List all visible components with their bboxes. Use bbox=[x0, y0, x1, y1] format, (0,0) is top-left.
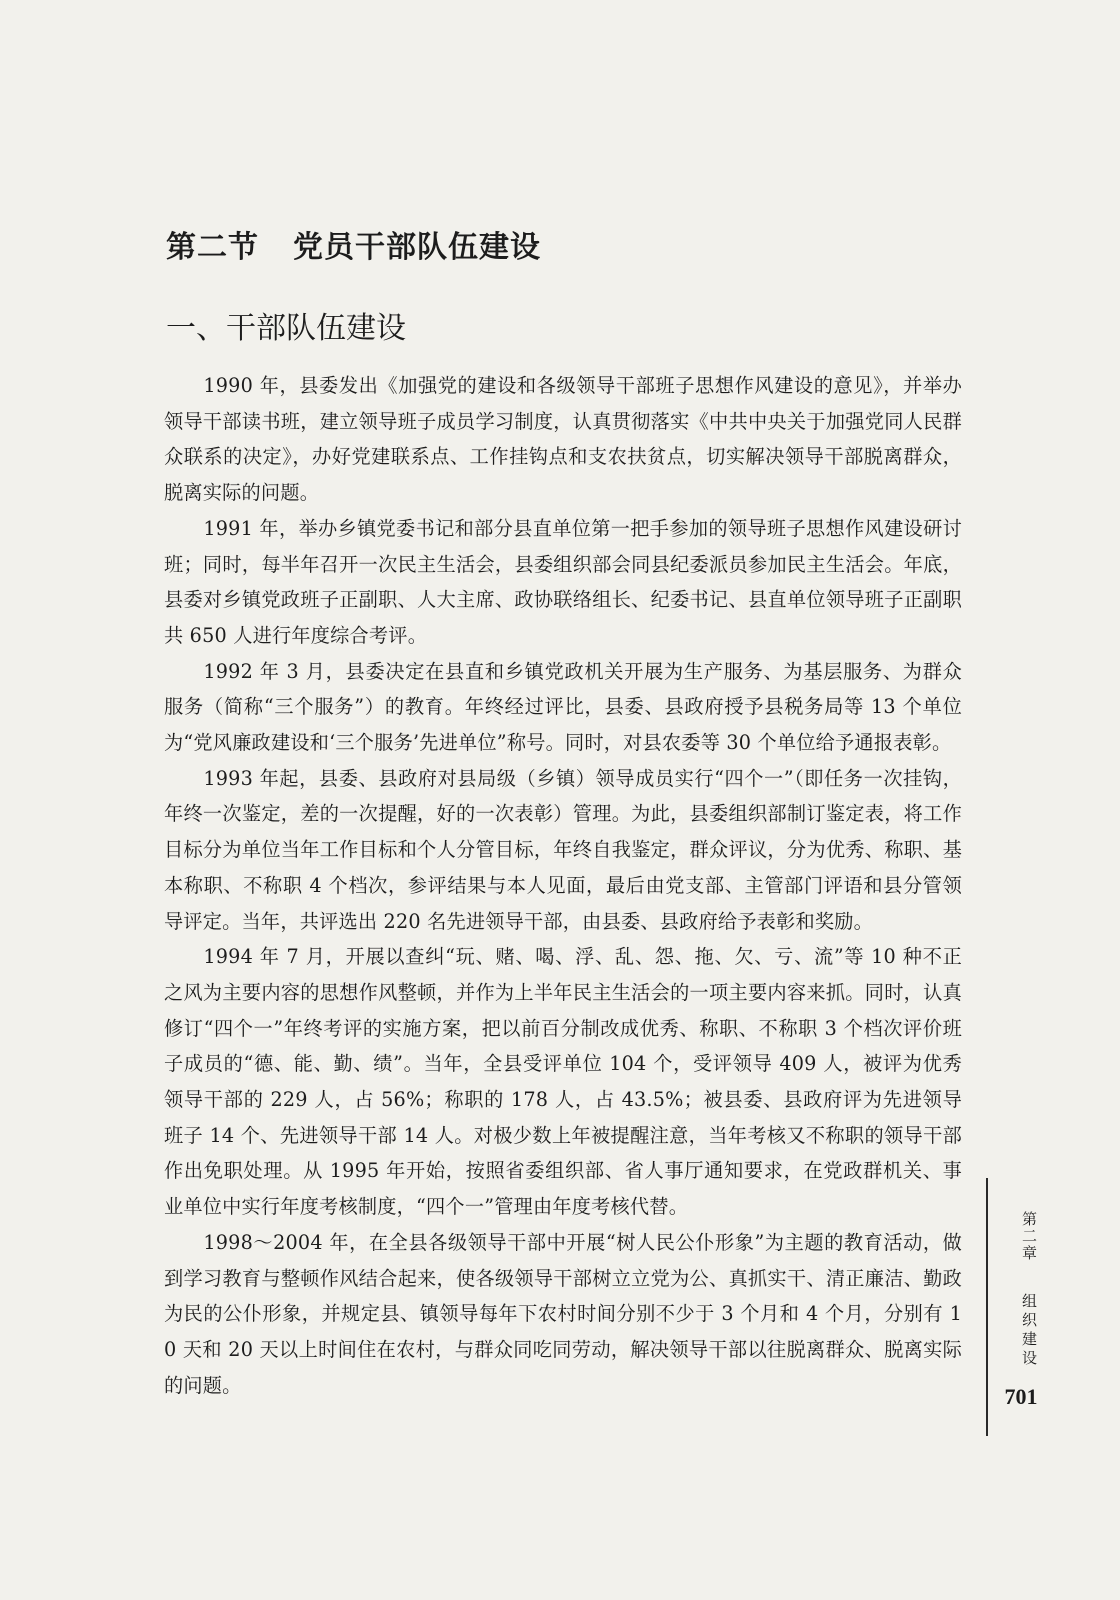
paragraph-1998-2004: 1998～2004 年，在全县各级领导干部中开展“树人民公仆形象”为主题的教育活动，做到学习教育与整顿作风结合起来，使各级领导干部树立立党为公、真抓实干、清正廉洁、勤政为民的公仆形象，并规定县、镇领导每年下农村时间分别不少于 3 个月和 4 个月，分别有 10 天和 20 天以上时间住在农村，与群众同吃同劳动，解决领导干部以往脱离群众、脱离实际的问题。 bbox=[164, 1230, 962, 1397]
margin-section-label: 组织建设 bbox=[1020, 1293, 1038, 1369]
paragraph-1992: 1992 年 3 月，县委决定在县直和乡镇党政机关开展为生产服务、为基层服务、为群众服务（简称“三个服务”）的教育。年终经过评比，县委、县政府授予县税务局等 13 个单位为“党风廉政建设和‘三个服务’先进单位”称号。同时，对县农委等 30 个单位给予通报表彰。 bbox=[164, 659, 962, 755]
margin-chapter-label: 第二章 bbox=[1020, 1210, 1038, 1262]
page-number: 701 bbox=[1004, 1384, 1038, 1409]
subsection-heading: 一、干部队伍建设 bbox=[166, 311, 406, 346]
paragraph-1991: 1991 年，举办乡镇党委书记和部分县直单位第一把手参加的领导班子思想作风建设研讨班；同时，每半年召开一次民主生活会，县委组织部会同县纪委派员参加民主生活会。年底，县委对乡镇党政班子正副职、人大主席、政协联络组长、纪委书记、县直单位领导班子正副职共 650 人进行年度综合考评。 bbox=[164, 516, 962, 647]
section-number: 第二节 bbox=[166, 230, 259, 265]
paragraph-1994: 1994 年 7 月，开展以查纠“玩、赌、喝、浮、乱、怨、拖、欠、亏、流”等 10 种不正之风为主要内容的思想作风整顿，并作为上半年民主生活会的一项主要内容来抓。同时，认真修订“四个一”年终考评的实施方案，把以前百分制改成优秀、称职、不称职 3 个档次评价班子成员的“德、能、勤、绩”。当年，全县受评单位 104 个，受评领导 409 人，被评为优秀领导干部的 229 人，占 56%；称职的 178 人，占 43.5%；被县委、县政府评为先进领导班子 14 个、先进领导干部 14 人。对极少数上年被提醒注意，当年考核又不称职的领导干部作出免职处理。从 1995 年开始，按照省委组织部、省人事厅通知要求，在党政群机关、事业单位中实行年度考核制度，“四个一”管理由年度考核代替。 bbox=[164, 945, 962, 1219]
paragraph-1993: 1993 年起，县委、县政府对县局级（乡镇）领导成员实行“四个一”（即任务一次挂钩，年终一次鉴定，差的一次提醒，好的一次表彰）管理。为此，县委组织部制订鉴定表，将工作目标分为单位当年工作目标和个人分管目标，年终自我鉴定，群众评议，分为优秀、称职、基本称职、不称职 4 个档次，参评结果与本人见面，最后由党支部、主管部门评语和县分管领导评定。当年，共评选出 220 名先进领导干部，由县委、县政府给予表彰和奖励。 bbox=[164, 766, 962, 933]
margin-rule bbox=[986, 1178, 988, 1436]
paragraph-1990: 1990 年，县委发出《加强党的建设和各级领导干部班子思想作风建设的意见》，并举办领导干部读书班，建立领导班子成员学习制度，认真贯彻落实《中共中央关于加强党同人民群众联系的决定》，办好党建联系点、工作挂钩点和支农扶贫点，切实解决领导干部脱离群众，脱离实际的问题。 bbox=[164, 374, 962, 505]
section-heading bbox=[166, 222, 541, 266]
body-text bbox=[164, 368, 962, 1403]
section-title: 党员干部队伍建设 bbox=[293, 230, 541, 265]
